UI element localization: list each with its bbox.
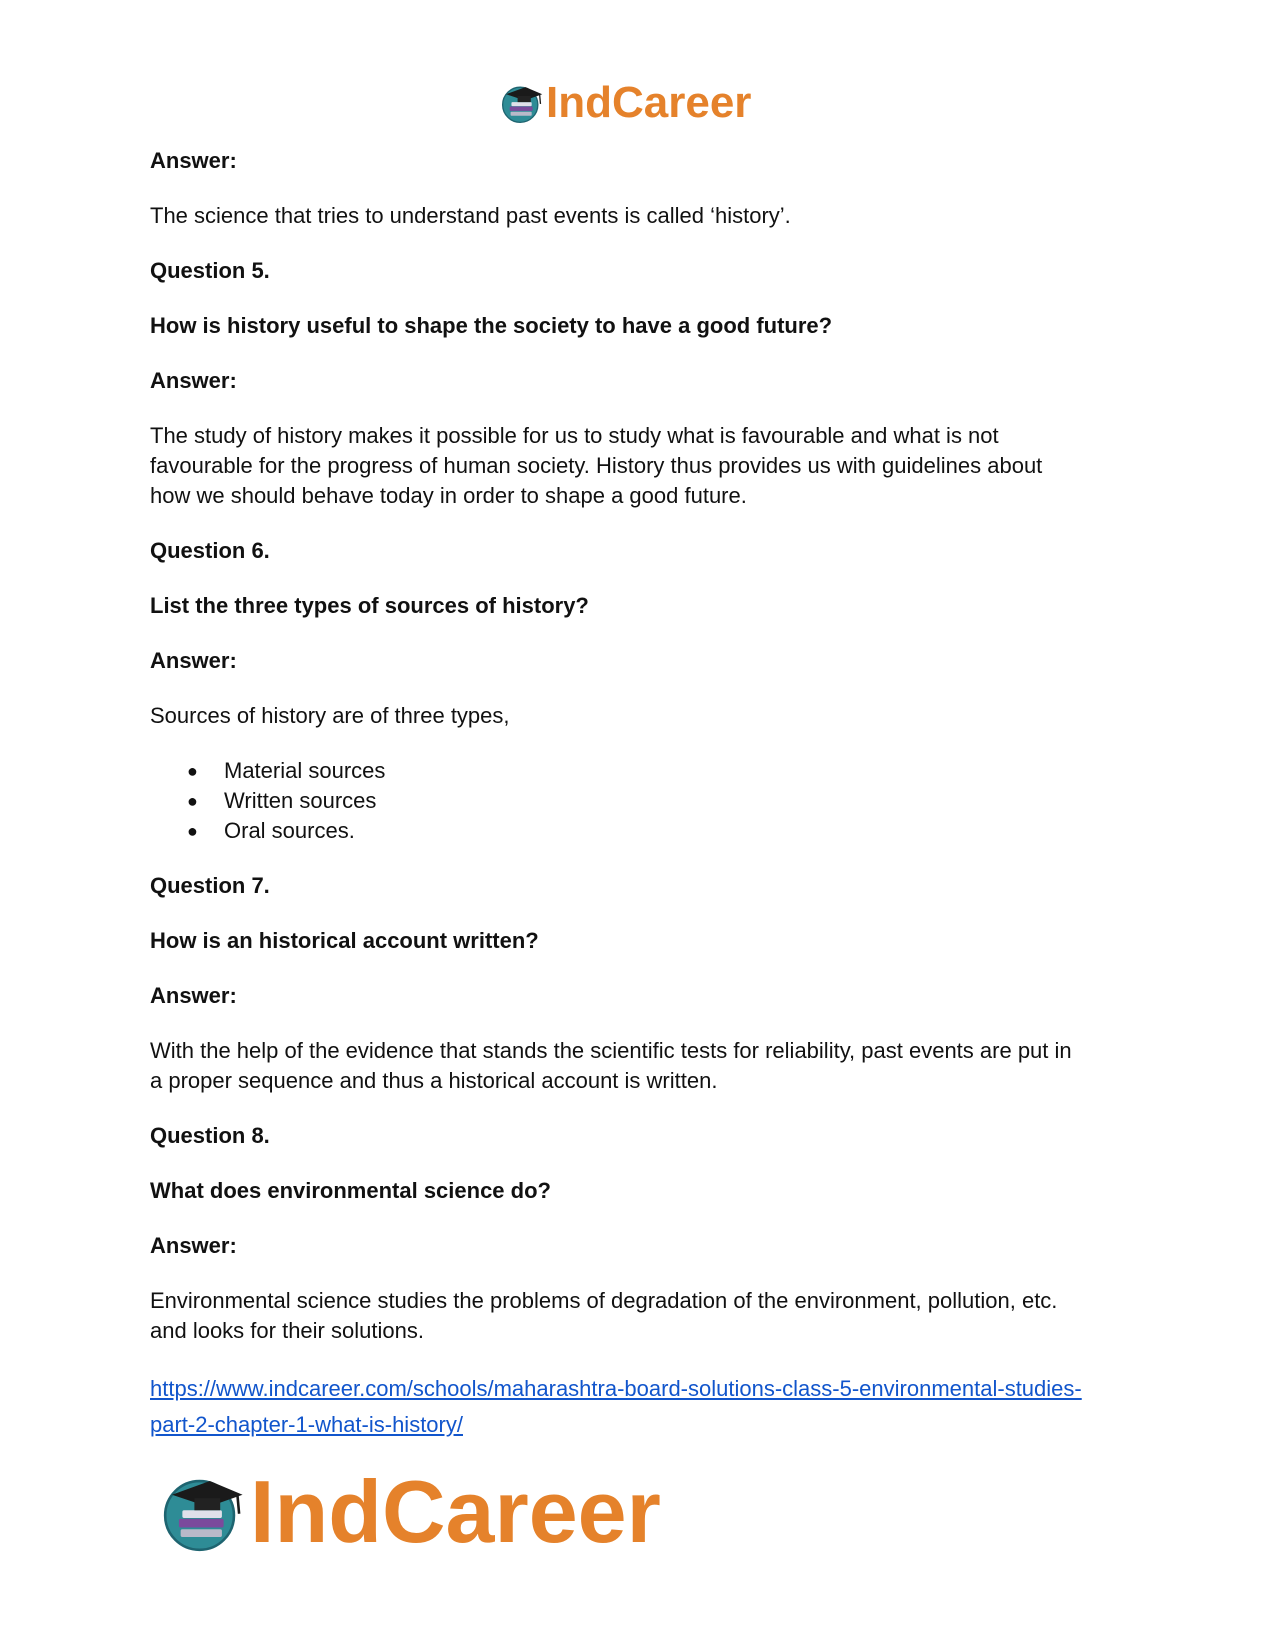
answer-line: Environmental science studies the problems of degradation of the environment, pollution, etc. xyxy=(150,1288,1058,1313)
answer-text: Sources of history are of three types, xyxy=(150,703,510,728)
question-text: How is an historical account written? xyxy=(150,928,539,953)
document-body xyxy=(150,146,1120,1443)
answer-label: Answer: xyxy=(150,983,237,1008)
header-logo xyxy=(500,78,751,128)
source-link-line: part-2-chapter-1-what-is-history/ xyxy=(150,1412,463,1437)
answer-label: Answer: xyxy=(150,368,237,393)
answer-line: The study of history makes it possible for us to study what is favourable and what is not xyxy=(150,423,999,448)
source-link[interactable] xyxy=(150,1371,1120,1443)
answer-line: how we should behave today in order to shape a good future. xyxy=(150,483,747,508)
answer-label: Answer: xyxy=(150,1233,237,1258)
footer-logo xyxy=(160,1462,661,1561)
answer-line: and looks for their solutions. xyxy=(150,1318,424,1343)
answer-line: With the help of the evidence that stands the scientific tests for reliability, past events are put in xyxy=(150,1038,1072,1063)
graduation-cap-books-globe-icon xyxy=(500,81,544,125)
answer-text xyxy=(150,1036,1120,1096)
answer-line: favourable for the progress of human society. History thus provides us with guidelines about xyxy=(150,453,1043,478)
question-text: List the three types of sources of history? xyxy=(150,593,589,618)
sources-list xyxy=(150,756,1120,846)
question-label: Question 7. xyxy=(150,873,270,898)
answer-line: a proper sequence and thus a historical account is written. xyxy=(150,1068,718,1093)
question-label: Question 6. xyxy=(150,538,270,563)
question-label: Question 5. xyxy=(150,258,270,283)
answer-text xyxy=(150,421,1120,511)
brand-wordmark: IndCareer xyxy=(546,78,752,127)
graduation-cap-books-globe-icon xyxy=(160,1469,246,1555)
answer-label: Answer: xyxy=(150,148,237,173)
source-link-line: https://www.indcareer.com/schools/maharashtra-board-solutions-class-5-environmental-studies- xyxy=(150,1376,1082,1401)
list-item: ● Oral sources. xyxy=(224,816,1120,846)
question-text: How is history useful to shape the society to have a good future? xyxy=(150,313,833,338)
list-item: ● Written sources xyxy=(224,786,1120,816)
list-item: ● Material sources xyxy=(224,756,1120,786)
answer-label: Answer: xyxy=(150,648,237,673)
question-label: Question 8. xyxy=(150,1123,270,1148)
answer-text: The science that tries to understand past events is called ‘history’. xyxy=(150,203,791,228)
answer-text xyxy=(150,1286,1120,1346)
question-text: What does environmental science do? xyxy=(150,1178,551,1203)
brand-wordmark: IndCareer xyxy=(250,1462,661,1561)
